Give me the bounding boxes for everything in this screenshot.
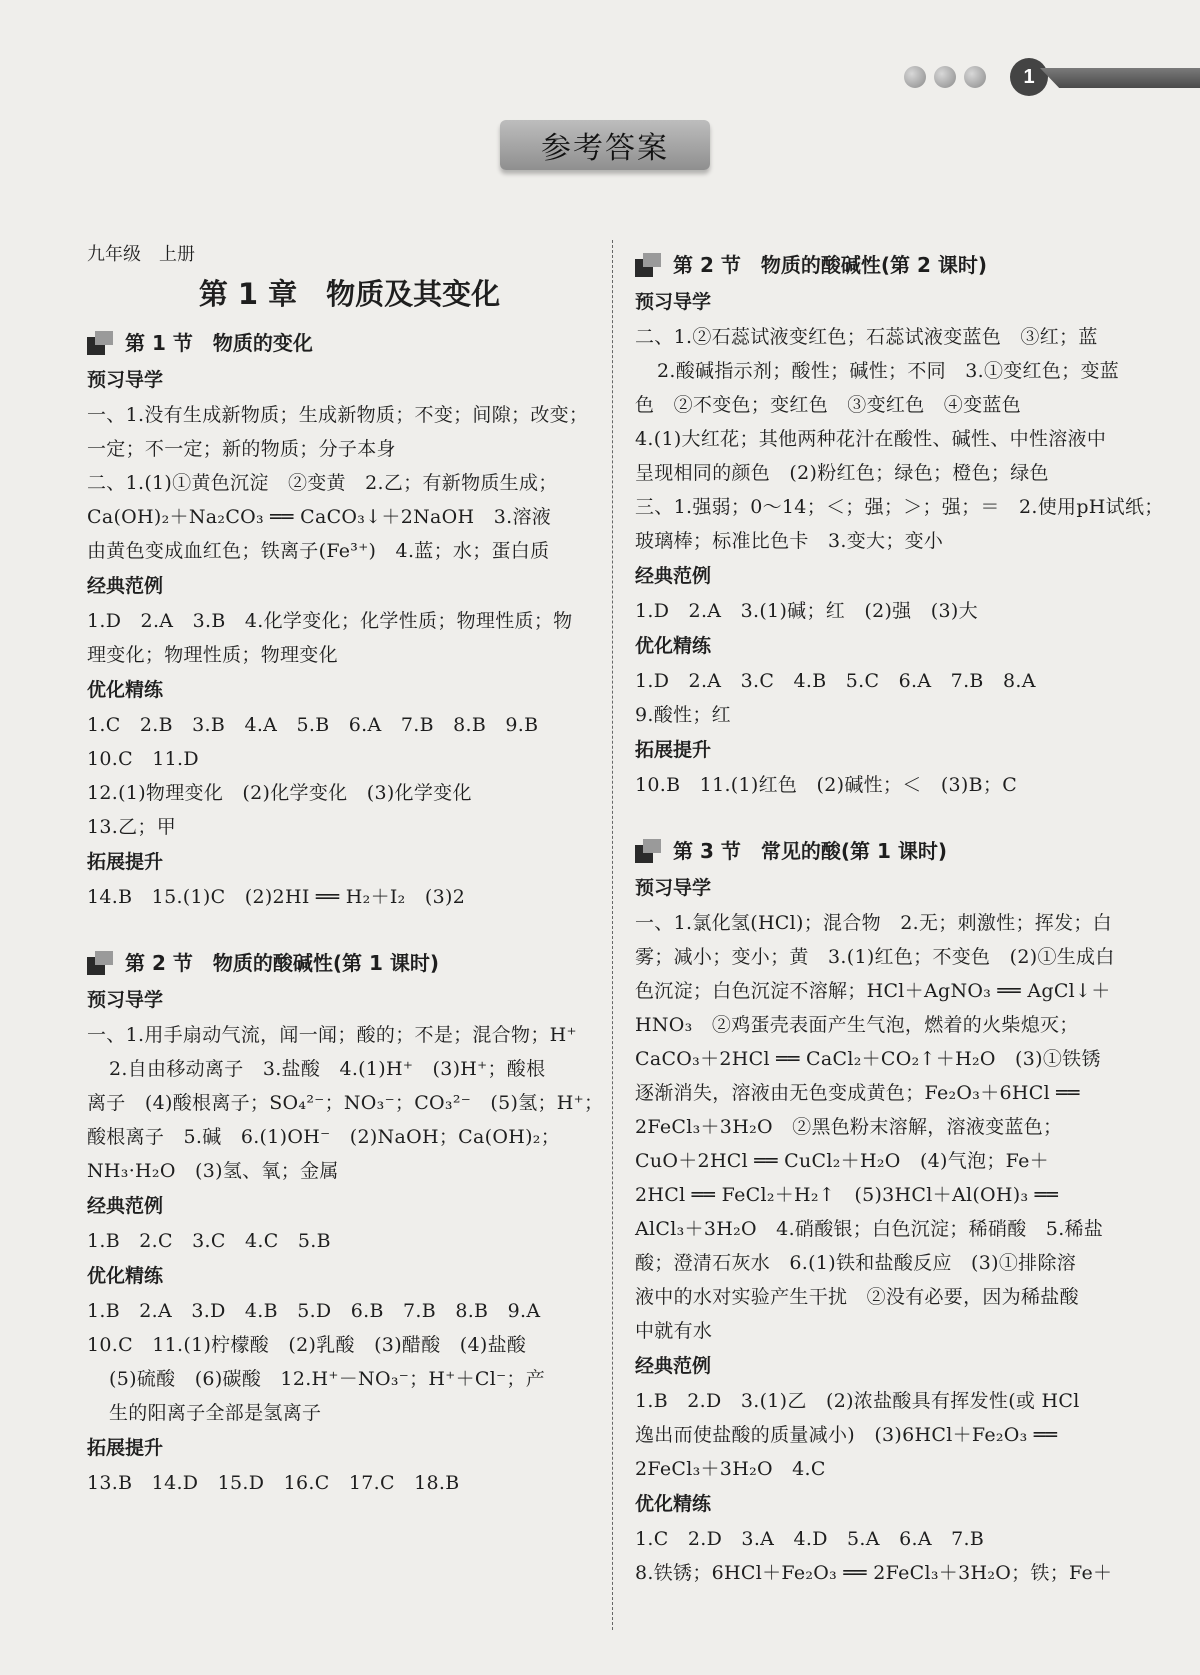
answer-line: 1.D 2.A 3.C 4.B 5.C 6.A 7.B 8.A <box>635 670 1036 692</box>
subsection-heading: 经典范例 <box>87 1195 164 1217</box>
answer-line: 12.(1)物理变化 (2)化学变化 (3)化学变化 <box>87 782 472 804</box>
page-number: 1 <box>1010 58 1048 96</box>
answer-line: 13.B 14.D 15.D 16.C 17.C 18.B <box>87 1472 460 1494</box>
answer-line: 一、1.用手扇动气流，闻一闻；酸的；不是；混合物；H⁺ <box>87 1024 577 1046</box>
answer-line: 雾；减小；变小；黄 3.(1)红色；不变色 (2)①生成白 <box>635 946 1115 968</box>
subsection-heading: 预习导学 <box>635 291 712 313</box>
answer-line: 1.C 2.D 3.A 4.D 5.A 6.A 7.B <box>635 1528 985 1550</box>
answer-line: 玻璃棒；标准比色卡 3.变大；变小 <box>635 530 944 552</box>
answer-line: NH₃·H₂O (3)氢、氧；金属 <box>87 1160 339 1182</box>
section-marker-icon <box>87 331 115 355</box>
answer-line: 一定；不一定；新的物质；分子本身 <box>87 438 396 460</box>
section-heading <box>87 944 592 982</box>
answer-line: 由黄色变成血红色；铁离子(Fe³⁺) 4.蓝；水；蛋白质 <box>87 540 550 562</box>
answer-line: 2HCl ══ FeCl₂＋H₂↑ (5)3HCl＋Al(OH)₃ ══ <box>635 1184 1059 1206</box>
subsection-heading: 经典范例 <box>635 1355 712 1377</box>
subsection-heading: 拓展提升 <box>87 851 164 873</box>
answer-line: Ca(OH)₂＋Na₂CO₃ ══ CaCO₃↓＋2NaOH 3.溶液 <box>87 506 552 528</box>
section-marker-icon <box>635 839 663 863</box>
answer-line: 二、1.②石蕊试液变红色；石蕊试液变蓝色 ③红；蓝 <box>635 326 1098 348</box>
decor-dot <box>964 66 986 88</box>
section-title: 第 2 节 物质的酸碱性(第 1 课时) <box>125 951 439 975</box>
subsection-heading: 拓展提升 <box>635 739 712 761</box>
subsection-heading: 预习导学 <box>87 989 164 1011</box>
answer-line: 1.D 2.A 3.(1)碱；红 (2)强 (3)大 <box>635 600 978 622</box>
answer-line: 色 ②不变色；变红色 ③变红色 ④变蓝色 <box>635 394 1022 416</box>
answer-line: CaCO₃＋2HCl ══ CaCl₂＋CO₂↑＋H₂O (3)①铁锈 <box>635 1048 1101 1070</box>
column-divider <box>612 240 613 1630</box>
answer-line: 呈现相同的颜色 (2)粉红色；绿色；橙色；绿色 <box>635 462 1049 484</box>
answer-line: 一、1.没有生成新物质；生成新物质；不变；间隙；改变； <box>87 404 589 426</box>
answer-line: 液中的水对实验产生干扰 ②没有必要，因为稀盐酸 <box>635 1286 1079 1308</box>
right-column <box>635 240 1164 1590</box>
answer-line: 13.乙；甲 <box>87 816 177 838</box>
section-title: 第 1 节 物质的变化 <box>125 331 313 355</box>
subsection-heading: 预习导学 <box>635 877 712 899</box>
answer-line: HNO₃ ②鸡蛋壳表面产生气泡，燃着的火柴熄灭； <box>635 1014 1079 1036</box>
answer-line: 中就有水 <box>635 1320 713 1342</box>
decor-dot <box>904 66 926 88</box>
subsection-heading: 经典范例 <box>635 565 712 587</box>
answer-line: 色沉淀；白色沉淀不溶解；HCl＋AgNO₃ ══ AgCl↓＋ <box>635 980 1111 1002</box>
section-heading <box>635 832 1140 870</box>
answer-line: 离子 (4)酸根离子；SO₄²⁻；NO₃⁻；CO₃²⁻ (5)氢；H⁺； <box>87 1092 604 1114</box>
subsection-heading: 优化精练 <box>87 679 164 701</box>
section-title: 第 2 节 物质的酸碱性(第 2 课时) <box>673 253 987 277</box>
answer-line: 8.铁锈；6HCl＋Fe₂O₃ ══ 2FeCl₃＋3H₂O；铁；Fe＋ <box>635 1562 1113 1584</box>
answer-line: 1.C 2.B 3.B 4.A 5.B 6.A 7.B 8.B 9.B <box>87 714 539 736</box>
answer-line: 10.C 11.(1)柠檬酸 (2)乳酸 (3)醋酸 (4)盐酸 <box>87 1334 527 1356</box>
answer-line: 酸；澄清石灰水 6.(1)铁和盐酸反应 (3)①排除溶 <box>635 1252 1077 1274</box>
subsection-heading: 优化精练 <box>635 635 712 657</box>
section-heading <box>87 324 592 362</box>
answer-line: 10.C 11.D <box>87 748 199 770</box>
answer-line: 一、1.氯化氢(HCl)；混合物 2.无；刺激性；挥发；白 <box>635 912 1112 934</box>
subsection-heading: 经典范例 <box>87 575 164 597</box>
answer-line: 2.自由移动离子 3.盐酸 4.(1)H⁺ (3)H⁺；酸根 <box>109 1058 546 1080</box>
answer-line: 酸根离子 5.碱 6.(1)OH⁻ (2)NaOH；Ca(OH)₂； <box>87 1126 561 1148</box>
section-marker-icon <box>87 951 115 975</box>
header-bar <box>1040 68 1200 88</box>
answer-line: AlCl₃＋3H₂O 4.硝酸银；白色沉淀；稀硝酸 5.稀盐 <box>635 1218 1104 1240</box>
section-title: 第 3 节 常见的酸(第 1 课时) <box>673 839 947 863</box>
answer-line: 1.B 2.C 3.C 4.C 5.B <box>87 1230 331 1252</box>
answer-line: 1.B 2.D 3.(1)乙 (2)浓盐酸具有挥发性(或 HCl <box>635 1390 1080 1412</box>
page-title: 参考答案 <box>500 120 710 170</box>
answer-line: 二、1.(1)①黄色沉淀 ②变黄 2.乙；有新物质生成； <box>87 472 558 494</box>
answer-line: 逐渐消失，溶液由无色变成黄色；Fe₂O₃＋6HCl ══ <box>635 1082 1080 1104</box>
answer-line: 理变化；物理性质；物理变化 <box>87 644 338 666</box>
grade-label: 九年级 上册 <box>87 244 195 265</box>
page-header <box>0 0 1200 166</box>
subsection-heading: 预习导学 <box>87 369 164 391</box>
answer-line: 1.B 2.A 3.D 4.B 5.D 6.B 7.B 8.B 9.A <box>87 1300 541 1322</box>
answer-line: CuO＋2HCl ══ CuCl₂＋H₂O (4)气泡；Fe＋ <box>635 1150 1049 1172</box>
subsection-heading: 拓展提升 <box>87 1437 164 1459</box>
answer-line: (5)硫酸 (6)碳酸 12.H⁺－NO₃⁻；H⁺＋Cl⁻；产 <box>109 1368 546 1390</box>
answer-line: 2FeCl₃＋3H₂O ②黑色粉末溶解，溶液变蓝色； <box>635 1116 1063 1138</box>
answer-line: 1.D 2.A 3.B 4.化学变化；化学性质；物理性质；物 <box>87 610 573 632</box>
answer-line: 14.B 15.(1)C (2)2HI ══ H₂＋I₂ (3)2 <box>87 886 466 908</box>
answer-line: 2FeCl₃＋3H₂O 4.C <box>635 1458 826 1480</box>
left-column <box>87 240 604 1500</box>
answer-line: 逸出而使盐酸的质量减小) (3)6HCl＋Fe₂O₃ ══ <box>635 1424 1058 1446</box>
decor-dot <box>934 66 956 88</box>
chapter-title: 第 1 章 物质及其变化 <box>198 277 501 311</box>
answer-line: 9.酸性；红 <box>635 704 731 726</box>
answer-line: 4.(1)大红花；其他两种花汁在酸性、碱性、中性溶液中 <box>635 428 1107 450</box>
answer-line: 生的阳离子全部是氢离子 <box>109 1402 322 1424</box>
subsection-heading: 优化精练 <box>635 1493 712 1515</box>
answer-line: 10.B 11.(1)红色 (2)碱性；＜ (3)B；C <box>635 774 1018 796</box>
subsection-heading: 优化精练 <box>87 1265 164 1287</box>
answer-line: 2.酸碱指示剂；酸性；碱性；不同 3.①变红色；变蓝 <box>657 360 1120 382</box>
header-dots <box>904 66 986 88</box>
answer-line: 三、1.强弱；0～14；＜；强；＞；强；＝ 2.使用pH试纸； <box>635 496 1164 518</box>
section-marker-icon <box>635 253 663 277</box>
section-heading <box>635 246 1140 284</box>
